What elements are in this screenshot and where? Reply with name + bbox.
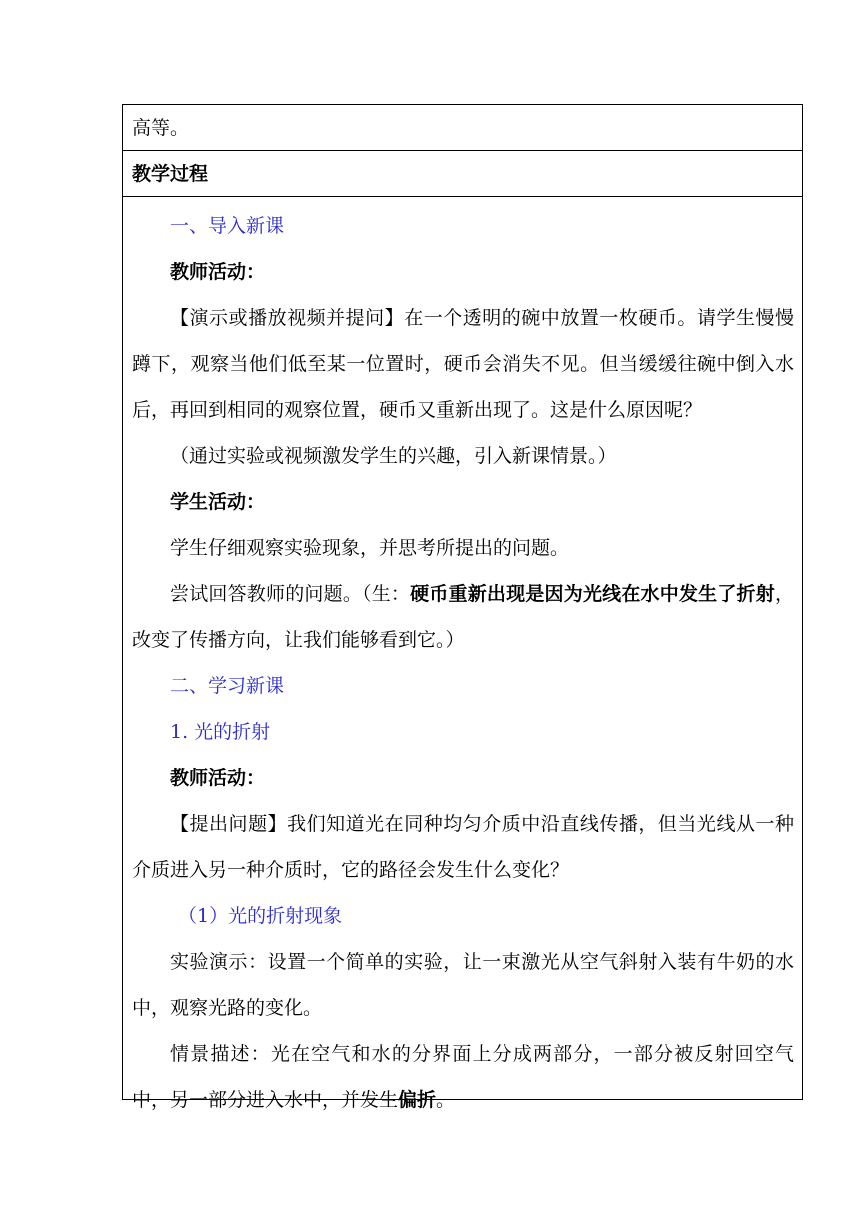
section-header-text: 教学过程 <box>132 163 209 185</box>
lesson-table <box>122 104 803 1111</box>
table-row-continuation <box>123 105 802 151</box>
experiment-paragraph: 实验演示：设置一个简单的实验，让一束激光从空气斜射入装有牛奶的水中，观察光路的变化。 <box>132 951 794 1019</box>
heading-phenomenon: （1）光的折射现象 <box>178 905 343 927</box>
heading-intro: 一、导入新课 <box>170 215 285 237</box>
teacher-activity-label-2: 教师活动： <box>170 767 266 789</box>
scene-suffix: 。 <box>436 1089 456 1111</box>
student-paragraph: 学生仔细观察实验现象，并思考所提出的问题。 <box>170 537 570 559</box>
student-activity-label: 学生活动： <box>170 491 266 513</box>
question-paragraph: 【提出问题】我们知道光在同种均匀介质中沿直线传播，但当光线从一种介质进入另一种介质时，它的路径会发生什么变化？ <box>132 813 794 881</box>
answer-prefix: 尝试回答教师的问题。（生： <box>170 583 411 605</box>
heading-new-lesson: 二、学习新课 <box>170 675 285 697</box>
table-row-section-header <box>123 151 802 197</box>
continuation-text: 高等。 <box>132 117 190 139</box>
scene-paragraph <box>132 1031 794 1123</box>
demo-paragraph: 【演示或播放视频并提问】在一个透明的碗中放置一枚硬币。请学生慢慢蹲下，观察当他们低至某一位置时，硬币会消失不见。但当缓缓往碗中倒入水后，再回到相同的观察位置，硬币又重新出现了。这是什么原因呢？ <box>132 307 794 421</box>
teacher-activity-label: 教师活动： <box>170 261 266 283</box>
answer-suffix: ，改变了传播方向，让我们能够看到它。） <box>132 583 794 651</box>
scene-bold: 偏折 <box>398 1089 437 1111</box>
scene-prefix: 情景描述：光在空气和水的分界面上分成两部分，一部分被反射回空气中，另一部分进入水中，并发生 <box>132 1043 794 1111</box>
table-row-content <box>123 197 802 1111</box>
heading-refraction: 1. 光的折射 <box>170 721 271 743</box>
note-paragraph: （通过实验或视频激发学生的兴趣，引入新课情景。） <box>170 445 617 467</box>
answer-bold: 硬币重新出现是因为光线在水中发生了折射 <box>410 583 775 605</box>
answer-paragraph <box>132 571 794 663</box>
